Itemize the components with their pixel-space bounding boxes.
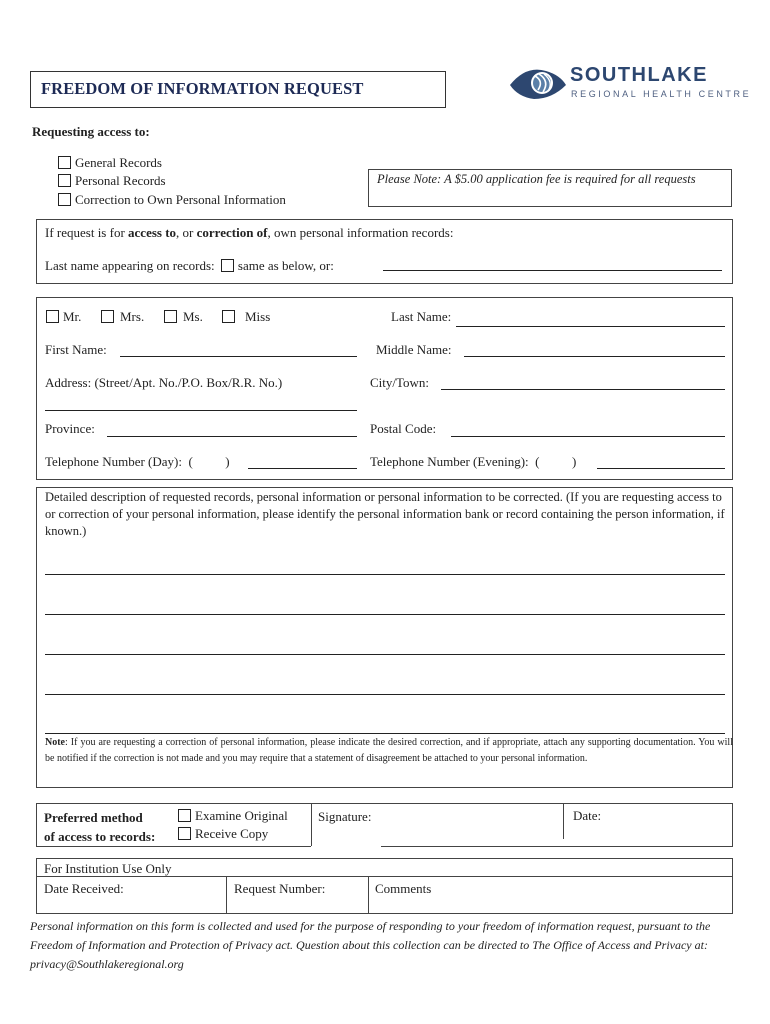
text: , or: [176, 225, 197, 240]
last-name-records-row: [45, 258, 334, 274]
title-label: Miss: [245, 309, 271, 324]
checkbox[interactable]: [101, 310, 114, 323]
checkbox[interactable]: [222, 310, 235, 323]
title-label: Mr.: [63, 309, 82, 324]
title-label: Mrs.: [120, 309, 145, 324]
city-label: City/Town:: [370, 375, 430, 390]
divider: [311, 803, 312, 847]
last-name-records-field[interactable]: [383, 270, 722, 271]
checkbox[interactable]: [58, 174, 71, 187]
receive-copy-option[interactable]: [178, 826, 268, 842]
privacy-footer: Personal information on this form is collected and used for the purpose of responding to your freedom of information request, pursuant to the Freedom of Information and Protection of Privacy act. Question about this collection can be directed to The Office of Access and Privacy at: privacy@Southlakeregional.org: [30, 919, 711, 971]
middle-name-label: Middle Name:: [376, 342, 452, 357]
checkbox[interactable]: [58, 156, 71, 169]
title-label: Ms.: [183, 309, 203, 324]
date-label: Date:: [573, 808, 602, 823]
date-field[interactable]: [610, 806, 728, 836]
province-label: Province:: [45, 421, 95, 436]
postal-code-field[interactable]: [451, 436, 725, 437]
first-name-field[interactable]: [120, 356, 357, 357]
description-line[interactable]: [45, 733, 725, 734]
text: If request is for: [45, 225, 129, 240]
text-bold: correction of: [196, 225, 268, 240]
signature-label: Signature:: [318, 809, 372, 824]
access-option-personal[interactable]: [58, 173, 166, 189]
description-line[interactable]: [45, 574, 725, 575]
first-name-label: First Name:: [45, 342, 107, 357]
examine-original-option[interactable]: [178, 808, 288, 824]
comments-label: Comments: [375, 881, 432, 896]
access-option-correction[interactable]: [58, 192, 286, 208]
checkbox[interactable]: [46, 310, 59, 323]
institution-heading: For Institution Use Only: [44, 861, 172, 876]
province-field[interactable]: [107, 436, 357, 437]
institution-divider: [368, 876, 369, 914]
fee-note-text: Please Note: A $5.00 application fee is required for all requests: [377, 172, 696, 186]
access-option-general[interactable]: [58, 155, 162, 171]
postal-code-label: Postal Code:: [370, 421, 437, 436]
option-label: Receive Copy: [195, 826, 269, 841]
correction-note: [45, 735, 733, 766]
signature-field[interactable]: [380, 806, 560, 844]
text: , own personal information records:: [267, 225, 454, 240]
divider: [311, 846, 381, 847]
description-line[interactable]: [45, 654, 725, 655]
last-name-records-label: Last name appearing on records:: [45, 258, 215, 273]
last-name-label: Last Name:: [391, 309, 452, 324]
title-mr[interactable]: [46, 309, 81, 325]
option-label: Examine Original: [195, 808, 288, 823]
label-line: of access to records:: [44, 829, 156, 844]
fee-note: [368, 169, 732, 207]
institution-divider: [226, 876, 227, 914]
checkbox[interactable]: [178, 809, 191, 822]
checkbox[interactable]: [58, 193, 71, 206]
eye-swirl-logo-icon: [508, 63, 568, 103]
option-label: Personal Records: [75, 173, 166, 188]
same-below-checkbox[interactable]: [221, 259, 234, 272]
description-line[interactable]: [45, 694, 725, 695]
logo-subtitle: REGIONAL HEALTH CENTRE: [571, 89, 752, 99]
tel-evening-field[interactable]: [597, 468, 725, 469]
last-name-field[interactable]: [456, 326, 725, 327]
divider: [563, 803, 564, 839]
description-instruction: Detailed description of requested records, personal information or personal information to be corrected. (If you are requesting access to or correction of your personal information, please identify the personal information bank or record containing the person information, if known.): [45, 490, 725, 538]
same-below-label: same as below, or:: [237, 258, 334, 273]
tel-day-field[interactable]: [248, 468, 357, 469]
address-label: Address: (Street/Apt. No./P.O. Box/R.R. No.): [45, 375, 283, 390]
title-mrs[interactable]: [101, 309, 144, 325]
checkbox[interactable]: [164, 310, 177, 323]
title-miss[interactable]: [222, 309, 270, 325]
middle-name-field[interactable]: [464, 356, 725, 357]
description-line[interactable]: [45, 614, 725, 615]
label-line: Preferred method: [44, 810, 143, 825]
checkbox[interactable]: [178, 827, 191, 840]
city-field[interactable]: [441, 389, 725, 390]
date-received-label: Date Received:: [44, 881, 124, 896]
tel-evening-label: Telephone Number (Evening): ( ): [370, 454, 577, 469]
preferred-method-label: [44, 808, 155, 846]
request-number-label: Request Number:: [234, 881, 326, 896]
option-label: Correction to Own Personal Information: [75, 192, 286, 207]
note-label: Note: [45, 737, 65, 748]
text-bold: access to: [128, 225, 177, 240]
form-title: FREEDOM OF INFORMATION REQUEST: [30, 71, 446, 108]
note-text: : If you are requesting a correction of personal information, please indicate the desired correction, and if appropriate, attach any supporting documentation. You will be notified if the correction is not made and you may require that a statement of disagreement be attached to your personal information.: [45, 737, 733, 764]
option-label: General Records: [75, 155, 162, 170]
address-field[interactable]: [45, 410, 357, 411]
logo-name: SOUTHLAKE: [570, 64, 708, 86]
tel-day-label: Telephone Number (Day): ( ): [45, 454, 230, 469]
access-heading: Requesting access to:: [32, 124, 150, 139]
title-ms[interactable]: [164, 309, 203, 325]
own-info-instruction: [45, 225, 453, 241]
